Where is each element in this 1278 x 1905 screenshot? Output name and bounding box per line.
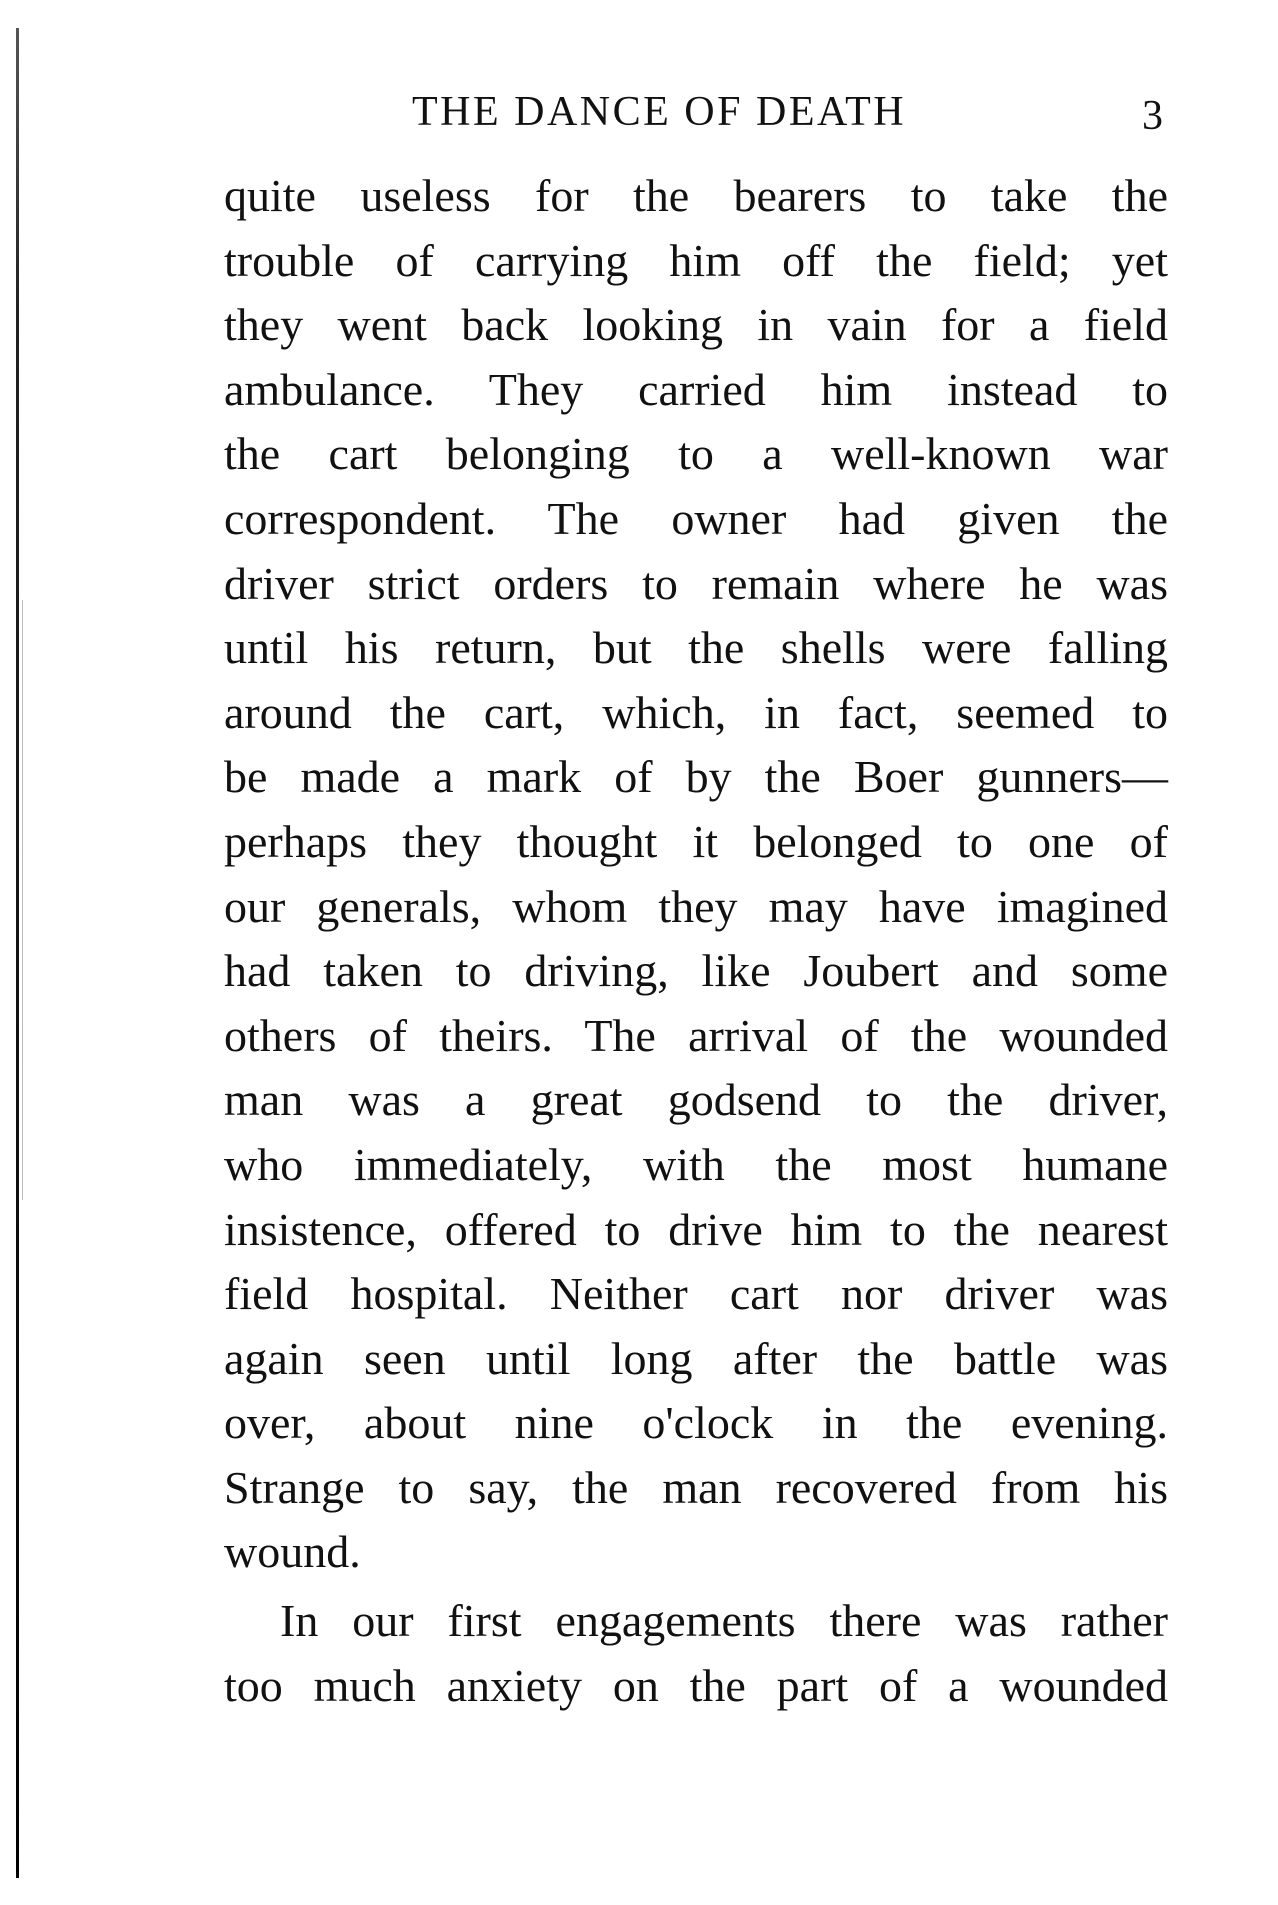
text-line: correspondent. The owner had given the xyxy=(224,492,1168,544)
text-line: trouble of carrying him off the field; yet xyxy=(224,234,1168,286)
page-binding-edge xyxy=(16,28,19,1878)
text-line: until his return, but the shells were falling xyxy=(224,622,1168,674)
paragraph-2 xyxy=(224,1589,1168,1718)
text-line: field hospital. Neither cart nor driver was xyxy=(224,1268,1168,1320)
text-line: quite useless for the bearers to take the xyxy=(224,170,1168,221)
text-line: had taken to driving, like Joubert and some xyxy=(224,945,1168,997)
text-line: again seen until long after the battle was xyxy=(224,1332,1168,1384)
text-line: be made a mark of by the Boer gunners— xyxy=(224,751,1168,803)
running-head xyxy=(0,88,1278,138)
text-line: Strange to say, the man recovered from his xyxy=(224,1461,1168,1513)
paragraph-1 xyxy=(224,164,1168,1585)
text-line: our generals, whom they may have imagined xyxy=(224,880,1168,932)
running-title: THE DANCE OF DEATH xyxy=(412,89,907,135)
text-line: man was a great godsend to the driver, xyxy=(224,1074,1168,1126)
text-line: driver strict orders to remain where he was xyxy=(224,557,1168,609)
text-line: wound. xyxy=(224,1526,361,1578)
text-line: around the cart, which, in fact, seemed to xyxy=(224,686,1168,738)
text-line: In our first engagements there was rather xyxy=(280,1595,1168,1647)
text-line: the cart belonging to a well-known war xyxy=(224,428,1168,480)
text-line: they went back looking in vain for a field xyxy=(224,299,1168,351)
body-text xyxy=(224,164,1168,1718)
page-binding-shadow xyxy=(22,600,23,1200)
text-line: insistence, offered to drive him to the nearest xyxy=(224,1203,1168,1255)
text-line: who immediately, with the most humane xyxy=(224,1138,1168,1190)
page-number: 3 xyxy=(1142,93,1163,139)
text-line: perhaps they thought it belonged to one of xyxy=(224,815,1168,867)
text-line: over, about nine o'clock in the evening. xyxy=(224,1397,1168,1449)
text-line: others of theirs. The arrival of the wounded xyxy=(224,1009,1168,1061)
text-line: ambulance. They carried him instead to xyxy=(224,363,1168,415)
text-line: too much anxiety on the part of a wounded xyxy=(224,1659,1168,1711)
